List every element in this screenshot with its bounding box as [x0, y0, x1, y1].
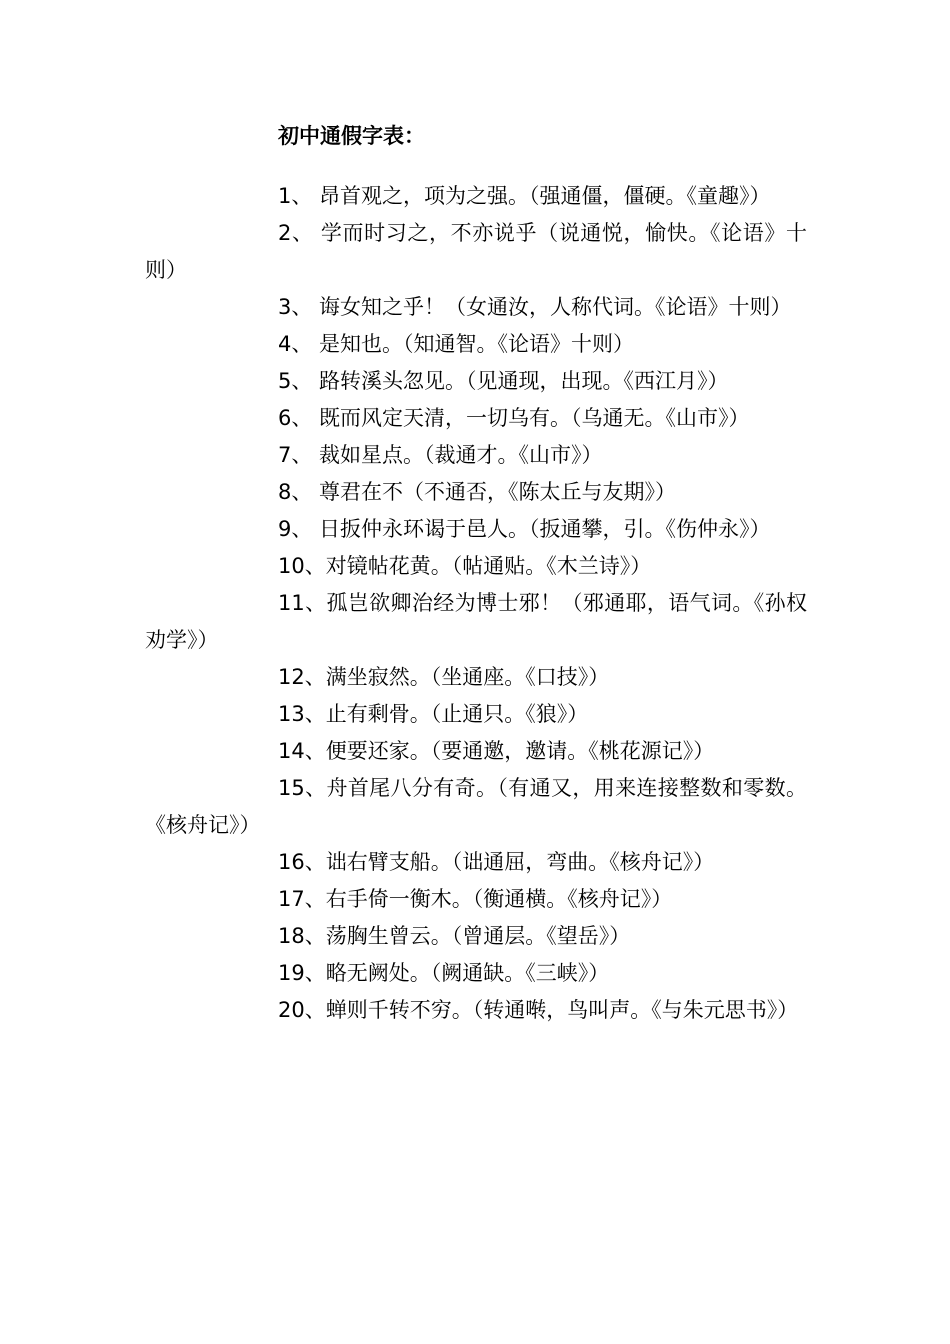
- entry-number: 5、: [278, 369, 313, 393]
- list-item: [145, 955, 807, 992]
- entry-text: 既而风定天清，一切乌有。（乌通无。《山市》）: [312, 406, 750, 430]
- entry-number: 9、: [278, 517, 313, 541]
- list-item: [145, 437, 807, 474]
- entry-text: 略无阙处。（阙通缺。《三峡》）: [325, 961, 610, 985]
- entry-number: 19、: [278, 961, 326, 985]
- list-item: [145, 992, 807, 1029]
- entry-text: 舟首尾八分有奇。（有通又，用来连接整数和零数。《核舟记》）: [145, 776, 807, 837]
- entry-text: 荡胸生曾云。（曾通层。《望岳》）: [325, 924, 631, 948]
- entry-text: 满坐寂然。（坐通座。《口技》）: [325, 665, 610, 689]
- list-item: [145, 770, 807, 844]
- entry-number: 12、: [278, 665, 326, 689]
- entry-number: 3、: [278, 295, 313, 319]
- entry-list: [145, 178, 807, 1029]
- list-item: [145, 363, 807, 400]
- list-item: [145, 400, 807, 437]
- list-item: [145, 585, 807, 659]
- entry-text: 诎右臂支船。（诎通屈，弯曲。《核舟记》）: [325, 850, 715, 874]
- entry-text: 学而时习之，不亦说乎（说通悦，愉快。《论语》十则）: [145, 221, 807, 282]
- entry-number: 10、: [278, 554, 326, 578]
- entry-text: 蝉则千转不穷。（转通啭，鸟叫声。《与朱元思书》）: [325, 998, 799, 1022]
- entry-number: 7、: [278, 443, 313, 467]
- entry-number: 8、: [278, 480, 313, 504]
- entry-text: 路转溪头忽见。（见通现，出现。《西江月》）: [312, 369, 729, 393]
- entry-number: 2、: [278, 221, 314, 245]
- entry-text: 裁如星点。（裁通才。《山市》）: [312, 443, 603, 467]
- entry-text: 是知也。（知通智。《论语》十则）: [312, 332, 635, 356]
- entry-text: 昂首观之，项为之强。（强通僵，僵硬。《童趣》）: [312, 184, 771, 208]
- entry-text: 尊君在不（不通否，《陈太丘与友期》）: [312, 480, 677, 504]
- list-item: [145, 844, 807, 881]
- list-item: [145, 215, 807, 289]
- entry-number: 4、: [278, 332, 313, 356]
- entry-number: 14、: [278, 739, 326, 763]
- entry-text: 孤岂欲卿治经为博士邪！（邪通耶，语气词。《孙权劝学》）: [145, 591, 807, 652]
- list-item: [145, 326, 807, 363]
- list-item: [145, 659, 807, 696]
- entry-text: 止有剩骨。（止通只。《狼》）: [325, 702, 589, 726]
- list-item: [145, 918, 807, 955]
- list-item: [145, 289, 807, 326]
- list-item: [145, 511, 807, 548]
- page-title: 初中通假字表：: [278, 124, 425, 148]
- list-item: [145, 733, 807, 770]
- entry-text: 日扳仲永环谒于邑人。（扳通攀，引。《伤仲永》）: [312, 517, 771, 541]
- entry-text: 对镜帖花黄。（帖通贴。《木兰诗》）: [325, 554, 652, 578]
- list-item: [145, 474, 807, 511]
- entry-number: 13、: [278, 702, 326, 726]
- list-item: [145, 548, 807, 585]
- entry-number: 18、: [278, 924, 326, 948]
- list-item: [145, 881, 807, 918]
- entry-number: 15、: [278, 776, 327, 800]
- entry-text: 便要还家。（要通邀，邀请。《桃花源记》）: [325, 739, 715, 763]
- entry-number: 20、: [278, 998, 326, 1022]
- entry-number: 16、: [278, 850, 326, 874]
- entry-number: 11、: [278, 591, 327, 615]
- list-item: [145, 696, 807, 733]
- entry-number: 17、: [278, 887, 326, 911]
- entry-text: 右手倚一衡木。（衡通横。《核舟记》）: [325, 887, 673, 911]
- list-item: [145, 178, 807, 215]
- entry-number: 6、: [278, 406, 313, 430]
- entry-number: 1、: [278, 184, 313, 208]
- entry-text: 诲女知之乎！（女通汝，人称代词。《论语》十则）: [312, 295, 792, 319]
